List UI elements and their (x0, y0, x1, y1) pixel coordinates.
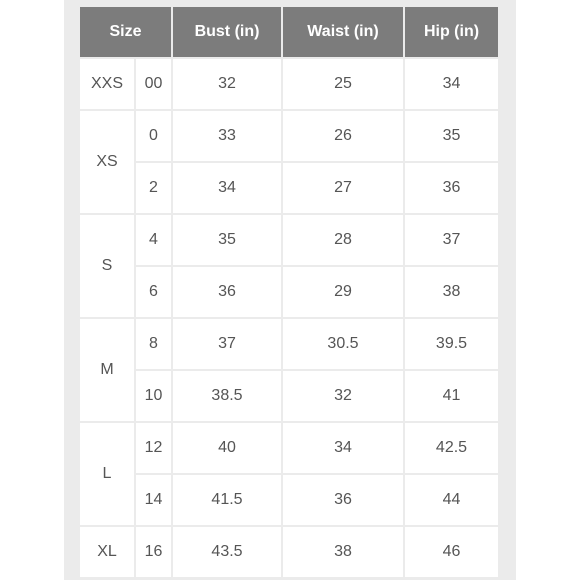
waist-cell: 34 (283, 423, 403, 473)
size-number-cell: 0 (136, 111, 171, 161)
hip-cell: 37 (405, 215, 498, 265)
size-number-cell: 00 (136, 59, 171, 109)
hip-cell: 46 (405, 527, 498, 577)
bust-cell: 33 (173, 111, 281, 161)
table-row (80, 475, 498, 525)
size-number-cell: 16 (136, 527, 171, 577)
waist-cell: 38 (283, 527, 403, 577)
bust-cell: 40 (173, 423, 281, 473)
table-row (80, 215, 498, 265)
size-letter-cell: XS (80, 111, 134, 213)
table-row (80, 59, 498, 109)
bust-cell: 32 (173, 59, 281, 109)
size-number-cell: 2 (136, 163, 171, 213)
bust-cell: 37 (173, 319, 281, 369)
table-row (80, 371, 498, 421)
waist-cell: 25 (283, 59, 403, 109)
size-chart-table (78, 5, 500, 579)
waist-cell: 30.5 (283, 319, 403, 369)
size-letter-cell: L (80, 423, 134, 525)
size-letter-cell: XL (80, 527, 134, 577)
size-letter-cell: S (80, 215, 134, 317)
hip-cell: 34 (405, 59, 498, 109)
bust-cell: 36 (173, 267, 281, 317)
table-row (80, 163, 498, 213)
size-number-cell: 10 (136, 371, 171, 421)
table-row (80, 111, 498, 161)
table-row (80, 267, 498, 317)
size-letter-cell: XXS (80, 59, 134, 109)
bust-cell: 34 (173, 163, 281, 213)
waist-cell: 26 (283, 111, 403, 161)
hip-cell: 38 (405, 267, 498, 317)
hip-cell: 44 (405, 475, 498, 525)
table-row (80, 319, 498, 369)
bust-cell: 35 (173, 215, 281, 265)
hip-cell: 41 (405, 371, 498, 421)
bust-cell: 43.5 (173, 527, 281, 577)
waist-cell: 28 (283, 215, 403, 265)
header-size: Size (80, 7, 171, 57)
bust-cell: 41.5 (173, 475, 281, 525)
header-waist: Waist (in) (283, 7, 403, 57)
waist-cell: 29 (283, 267, 403, 317)
hip-cell: 39.5 (405, 319, 498, 369)
size-number-cell: 6 (136, 267, 171, 317)
size-number-cell: 4 (136, 215, 171, 265)
bust-cell: 38.5 (173, 371, 281, 421)
table-row (80, 527, 498, 577)
size-number-cell: 14 (136, 475, 171, 525)
waist-cell: 36 (283, 475, 403, 525)
waist-cell: 32 (283, 371, 403, 421)
size-number-cell: 12 (136, 423, 171, 473)
size-number-cell: 8 (136, 319, 171, 369)
hip-cell: 36 (405, 163, 498, 213)
waist-cell: 27 (283, 163, 403, 213)
hip-cell: 35 (405, 111, 498, 161)
hip-cell: 42.5 (405, 423, 498, 473)
size-letter-cell: M (80, 319, 134, 421)
header-hip: Hip (in) (405, 7, 498, 57)
table-body (80, 59, 498, 577)
header-row (80, 7, 498, 57)
table-row (80, 423, 498, 473)
header-bust: Bust (in) (173, 7, 281, 57)
